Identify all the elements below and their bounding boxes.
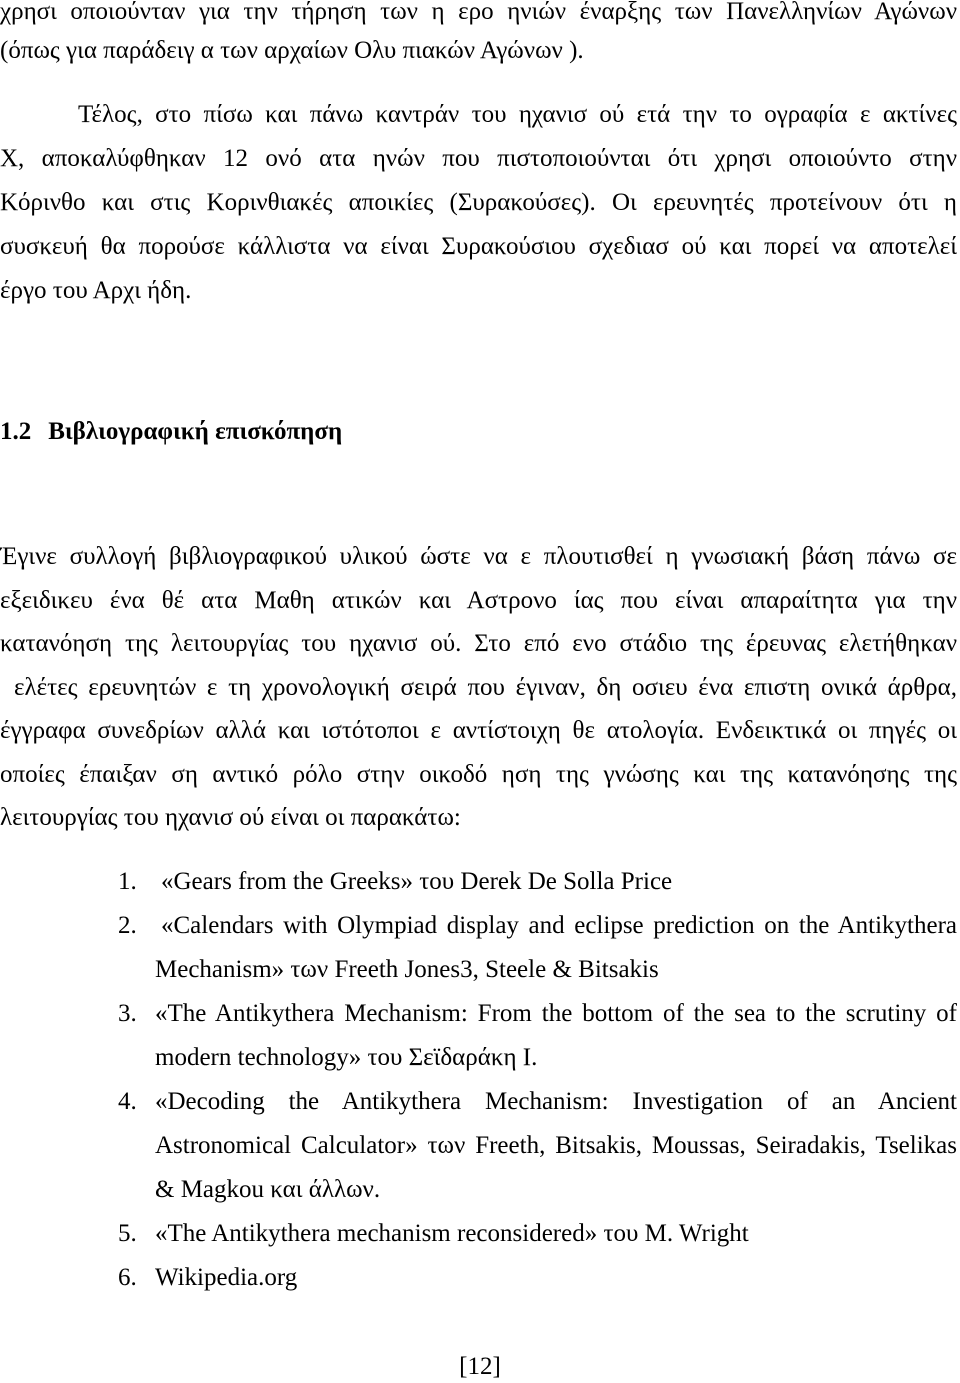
reference-item (0, 1212, 957, 1256)
reference-text (155, 904, 957, 992)
reference-line: Astronomical Calculator» των Freeth, Bitsakis, Moussas, Seiradakis, Tselikas (155, 1132, 957, 1159)
paragraph-line: (όπως για παράδειγ α των αρχαίων Ολυ πιακών Αγώνων ). (0, 37, 584, 64)
reference-text (155, 1080, 957, 1212)
paragraph-line: εξειδικευ ένα θέ ατα Μαθη ατικών και Αστρονο ίας που είναι απαραίτητα για την (0, 586, 957, 614)
reference-text (155, 860, 957, 904)
paragraph-line: κατανόηση της λειτουργίας του ηχανισ ού. Στο επό ενο στάδιο της έρευνας ελετήθηκαν (0, 630, 957, 657)
page-number: [12] (459, 1353, 501, 1380)
paragraph-continued (0, 0, 957, 70)
reference-line: Mechanism» των Freeth Jones3, Steele & Bitsakis (155, 956, 659, 983)
paragraph-line: Έγινε συλλογή βιβλιογραφικού υλικού ώστε να ε πλουτισθεί η γνωσιακή βάση πάνω σε (0, 543, 957, 570)
reference-number: 4. (118, 1088, 137, 1115)
reference-number: 5. (118, 1220, 137, 1247)
paragraph-line: έγγραφα συνεδρίων αλλά και ιστότοποι ε αντίστοιχη θε ατολογία. Ενδεικτικά οι πηγές οι (0, 717, 957, 744)
reference-line: «Decoding the Antikythera Mechanism: Investigation of an Ancient (155, 1088, 957, 1115)
paragraph-line: λειτουργίας του ηχανισ ού είναι οι παρακάτω: (0, 804, 461, 831)
reference-line: «The Antikythera mechanism reconsidered» του M. Wright (155, 1220, 749, 1247)
reference-item (0, 860, 957, 904)
reference-number: 3. (118, 1000, 137, 1027)
paragraph-line: ελέτες ερευνητών ε τη χρονολογική σειρά που έγιναν, δη οσιευ ένα επιστη ονικά άρθρα, (14, 673, 957, 701)
reference-line: «Gears from the Greeks» του Derek De Solla Price (161, 868, 673, 895)
section-heading (0, 410, 957, 454)
paragraph-line: χρησι οποιούνταν για την τήρηση των η ερο ηνιών έναρξης των Πανελληνίων Αγώνων (0, 0, 957, 25)
paragraph-line: Τέλος, στο πίσω και πάνω καντράν του ηχανισ ού ετά την το ογραφία ε ακτίνες (78, 101, 957, 128)
paragraph-line: Κόρινθο και στις Κορινθιακές αποικίες (Συρακούσες). Οι ερευνητές προτείνουν ότι η (0, 189, 957, 216)
paragraph (0, 535, 957, 840)
paragraph-line: Χ, αποκαλύφθηκαν 12 ονό ατα ηνών που πιστοποιούνται ότι χρησι οποιούντο στην (0, 145, 957, 172)
reference-number: 1. (118, 868, 137, 895)
reference-text (155, 1256, 957, 1300)
section-number: 1.2 (0, 418, 32, 445)
reference-line: & Magkou και άλλων. (155, 1176, 381, 1203)
reference-item (0, 1080, 957, 1212)
section-title: Βιβλιογραφική επισκόπηση (48, 418, 343, 445)
reference-item (0, 904, 957, 992)
reference-list (0, 860, 957, 1300)
reference-text (155, 992, 957, 1080)
reference-line: Wikipedia.org (155, 1264, 298, 1291)
paragraph-line: οποίες έπαιξαν ση αντικό ρόλο στην οικοδό ηση της γνώσης και της κατανόησης της (0, 760, 957, 788)
reference-line: «The Antikythera Mechanism: From the bottom of the sea to the scrutiny of (155, 1000, 957, 1027)
reference-number: 6. (118, 1264, 137, 1291)
reference-item (0, 1256, 957, 1300)
reference-text (155, 1212, 957, 1256)
paragraph-line: έργο του Αρχι ήδη. (0, 277, 192, 304)
reference-line: «Calendars with Olympiad display and eclipse prediction on the Antikythera (161, 912, 957, 939)
paragraph-line: συσκευή θα πορούσε κάλλιστα να είναι Συρακούσιου σχεδιασ ού και πορεί να αποτελεί (0, 233, 957, 260)
paragraph (0, 93, 957, 313)
reference-item (0, 992, 957, 1080)
reference-line: modern technology» του Σεϊδαράκη Ι. (155, 1044, 538, 1071)
reference-number: 2. (118, 912, 137, 939)
